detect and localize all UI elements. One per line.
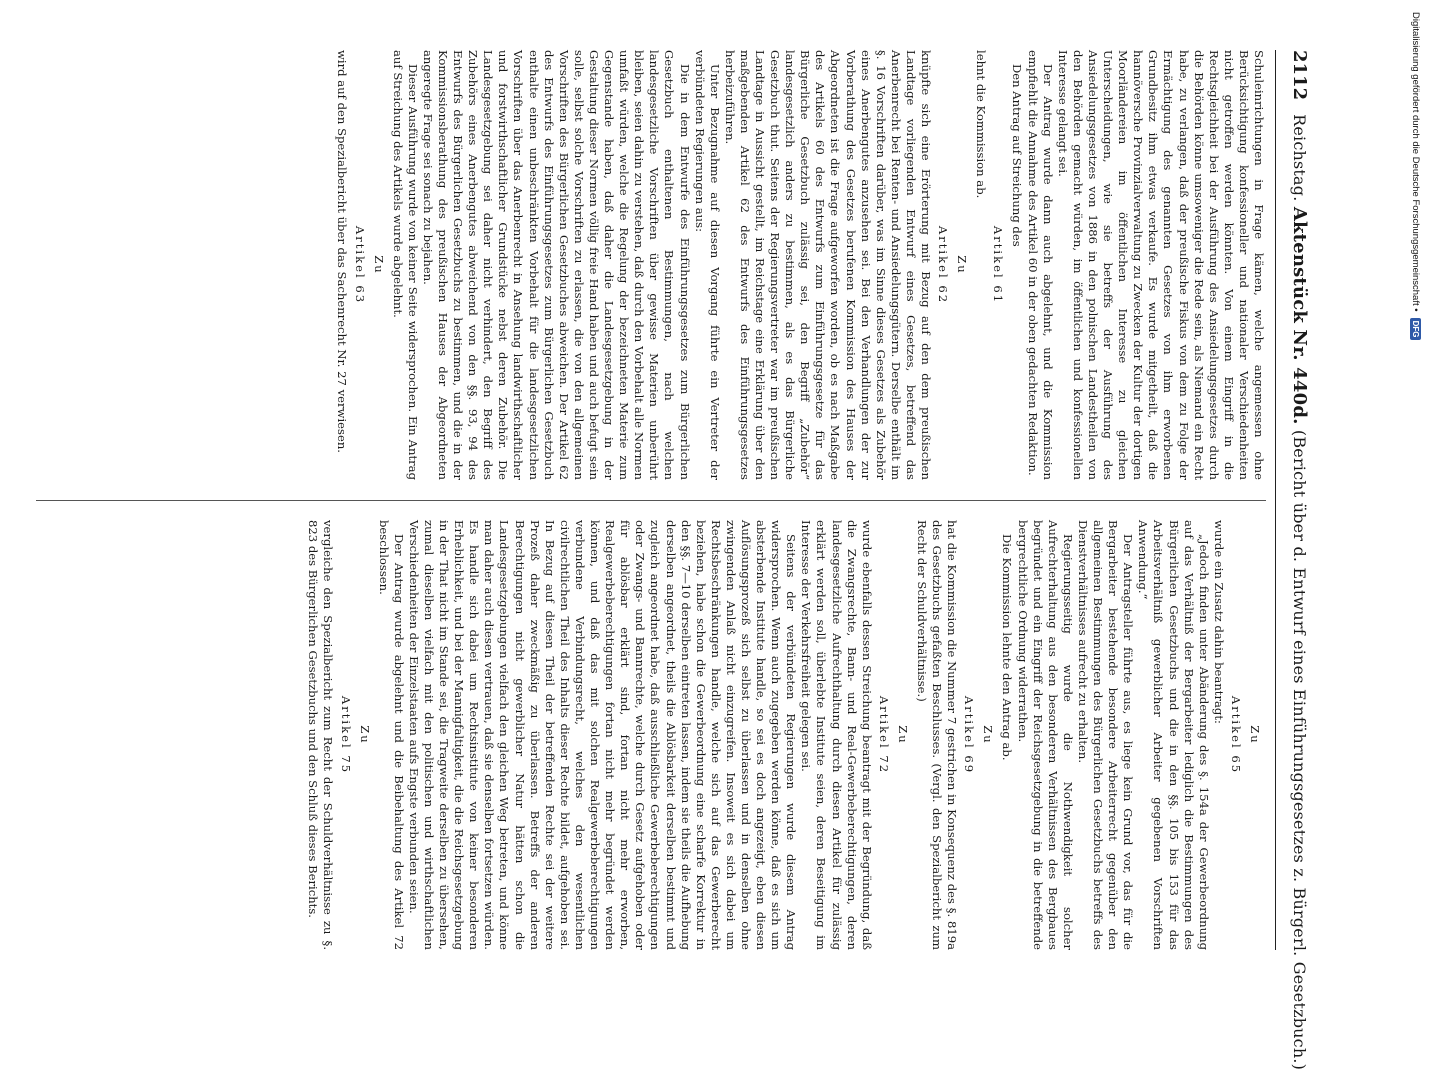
zu-label: Zu bbox=[955, 255, 970, 275]
funding-note-text: Digitalisierung gefördert durch die Deutsche Forschungsgemeinschaft • bbox=[1410, 12, 1422, 312]
zu-label: Zu bbox=[357, 725, 372, 745]
dfg-logo: DFG bbox=[1411, 318, 1422, 341]
paragraph: Seitens der verbündeten Regierungen wurde diesem Antrag widersprochen. Wenn auch zugegeben werden könne, daß es sich um absterbende Institute handle, so sei es doch angezeigt, eben diesen Auflösungsprozeß sich selbst zu überlassen und in denselben ohne zwingenden Anlaß nicht einzugreifen. Insoweit es sich dabei um Rechtsbeschränkungen handle, welche sich auf das Gewerberecht beziehen, habe schon die Gewerbeordnung eine scharfe Korrektur in den §§. 7—10 derselben eintreten lassen, indem sie theils die Aufhebung derselben angeordnet, theils die Ablösbarkeit derselben bestimmt und zugleich angeordnet habe, daß ausschließliche Gewerbeberechtigungen oder Zwangs- und Bannrechte, welche durch Gesetz aufgehoben oder für ablösbar erklärt sind, fortan nicht mehr erworben, Realgewerbeberechtigungen fortan nicht mehr begründet werden können, und daß das mit solchen Realgewerbeberechtigungen verbundene Verbindungsrecht, welches den wesentlichen civilrechtlichen Theil des Inhalts dieser Rechte bildet, aufgehoben sei. In Bezug auf diesen Theil der betreffenden Rechte sei der weitere Prozeß daher zweckmäßig zu überlassen. Betreffs der anderen Berechtigungen nicht gewerblicher Natur hätten schon die Landesgesetzgebungen vielfach den gleichen Weg betreten, und könne man daher auch diesen vertrauen, daß sie denselben fortsetzen würden. Es handle sich dabei um Rechtsinstitute von keiner besonderen Erheblichkeit, und bei der Mannigfaltigkeit, die die Reichsgesetzgebung in der That nicht im Stande sei, die Tragweite derselben zu übersehen, zumal dieselben vielfach mit den politischen und wirthschaftlichen Verschiedenheiten der Einzelstaaten aufs Engste verbunden seien. bbox=[406, 520, 799, 950]
paragraph: Der Antragsteller führte aus, es liege kein Grund vor, das für die Bergarbeiter bestehende besondere Arbeiterrecht gegenüber den allgemeinen Bestimmungen des Bürgerlichen Gesetzbuchs betreffs des Dienstverhältnisses aufrecht zu erhalten. bbox=[1075, 520, 1136, 950]
paragraph: hat die Kommission die Nummer 7 gestrichen in Konsequenz des §. 819a des Gesetzbuchs gefaßten Beschlusses. (Vergl. den Spezialbericht zum Recht der Schuldverhältnisse.) bbox=[915, 520, 960, 950]
paragraph: Die in dem Entwurfe des Einführungsgesetzes zum Bürgerlichen Gesetzbuch enthaltenen Bestimmungen, nach welchen landesgesetzliche Vorschriften über gewisse Materien unberührt bleiben, seien dahin zu verstehen, daß durch den Vorbehalt alle Normen umfaßt würden, welche die Regelung der bezeichneten Materie zum Gegenstande haben, daß daher die Landesgesetzgebung in der Gestaltung dieser Normen völlig freie Hand haben und auch befugt sein solle, selbst solche Vorschriften zu erlassen, die von den allgemeinen Vorschriften des Bürgerlichen Gesetzbuches abweichen. Der Artikel 62 des Entwurfs des Einführungsgesetzes zum Bürgerlichen Gesetzbuch enthalte einen unbeschränkten Vorbehalt für die landesgesetzlichen Vorschriften über das Anerbenrecht in Ansehung landwirthschaftlicher und forstwirthschaftlicher Grundstücke nebst deren Zubehör. Die Landesgesetzgebung sei daher nicht verhindert, den Begriff des Zubehörs eines Anerbengutes abweichend von den §§. 93, 94 des Entwurfs des Bürgerlichen Gesetzbuchs zu bestimmen, und die in der Kommissionsberathung des preußischen Hauses der Abgeordneten angeregte Frage sei sonach zu bejahen. bbox=[420, 50, 692, 480]
paragraph: vergleiche den Spezialbericht zum Recht der Schuldverhältnisse zu §. 823 des Bürgerlichen Gesetzbuchs und den Schluß dieses Berichts. bbox=[306, 520, 336, 950]
article-heading: Artikel 65 bbox=[1228, 695, 1243, 775]
article-heading: Artikel 63 bbox=[352, 225, 367, 305]
quoted-proposal: „Jedoch finden unter Abänderung des §. 154a der Gewerbeordnung auf das Verhältniß der Bergarbeiter lediglich die Bestimmungen des Bürgerlichen Gesetzbuchs und die in den §§. 105 bis 153 für das Arbeitsverhältniß gewerblicher Arbeiter gegebenen Vorschriften Anwendung.“ bbox=[1136, 520, 1211, 950]
zu-label: Zu bbox=[981, 725, 996, 745]
title-part-1: Reichstag. bbox=[1290, 114, 1309, 202]
paragraph: wurde ein Zusatz dahin beantragt: bbox=[1211, 520, 1226, 724]
running-title bbox=[1289, 114, 1310, 1070]
paragraph: Der Antrag wurde dann auch abgelehnt, und die Kommission empfiehlt die Annahme des Artikel 60 in der oben gedachten Redaktion. bbox=[1025, 50, 1055, 480]
paragraph: Regierungsseitig wurde die Nothwendigkeit solcher Aufrechterhaltung aus den besonderen Verhältnissen des Bergbaues begründet und ein Eingriff der Reichsgesetzgebung in die betreffende bergrechtliche Ordnung widerrathen. bbox=[1015, 520, 1075, 950]
title-part-2: Aktenstück Nr. 440d. bbox=[1289, 206, 1310, 425]
article-heading: Artikel 69 bbox=[962, 695, 977, 775]
right-column bbox=[305, 520, 1266, 950]
document-page bbox=[0, 20, 1340, 1070]
paragraph: wurde ebenfalls dessen Streichung beantragt mit der Begründung, daß die Zwangsrechte, Bann- und Real-Gewerbeberechtigungen, deren landesgesetzliche Aufrechthaltung durch diesen Artikel für zulässig erklärt werden soll, überlebte Institute seien, deren Beseitigung im Interesse der Verkehrsfreiheit gelegen sei. bbox=[799, 520, 874, 950]
paragraph: lehnt die Kommission ab. bbox=[974, 50, 989, 199]
article-heading: Artikel 62 bbox=[936, 225, 951, 305]
zu-label: Zu bbox=[371, 255, 386, 275]
article-heading: Artikel 61 bbox=[991, 225, 1006, 305]
paragraph: wird auf den Spezialbericht über das Sachenrecht Nr. 27 verwiesen. bbox=[335, 50, 350, 453]
zu-label: Zu bbox=[1248, 725, 1262, 745]
paragraph: Den Antrag auf Streichung des bbox=[1010, 64, 1025, 247]
paragraph: Der Antrag wurde abgelehnt und die Beibehaltung des Artikel 72 beschlossen. bbox=[376, 520, 406, 950]
article-heading: Artikel 72 bbox=[876, 695, 891, 775]
funding-note-text-wrap bbox=[1407, 12, 1425, 992]
left-column bbox=[334, 50, 1266, 480]
title-part-3: (Bericht über d. Entwurf eines Einführungsgesetzes z. Bürgerl. Gesetzbuch.) bbox=[1290, 429, 1309, 1070]
paragraph: Dieser Ausführung wurde von keiner Seite widersprochen. Ein Antrag auf Streichung des Artikels wurde abgelehnt. bbox=[390, 50, 420, 480]
column-divider bbox=[36, 500, 1266, 501]
zu-label: Zu bbox=[895, 725, 910, 745]
article-heading: Artikel 75 bbox=[338, 695, 353, 775]
page-number: 2112 bbox=[1289, 50, 1310, 101]
funding-note bbox=[1410, 12, 1428, 992]
page-header bbox=[1275, 50, 1310, 1070]
paragraph: knüpfte sich eine Erörterung mit Bezug auf den dem preußischen Landtage vorliegenden Entwurf eines Gesetzes, betreffend das Anerbenrecht bei Renten- und Ansiedelungsgütern. Derselbe enthält im §. 16 Vorschriften darüber, was im Sinne dieses Gesetzes als Zubehör eines Anerbengutes anzusehen sei. Bei den Verhandlungen der zur Vorberathung des Gesetzes berufenen Kommission des Hauses der Abgeordneten ist die Frage aufgeworfen worden, ob es nach Maßgabe des Artikels 60 des Entwurfs zum Einführungsgesetze für das Bürgerliche Gesetzbuch zulässig sei, den Begriff „Zubehör“ landesgesetzlich anders zu bestimmen, als es das Bürgerliche Gesetzbuch thut. Seitens der Regierungsvertreter war im preußischen Landtage in Aussicht gestellt, im Reichstage eine Erklärung über den maßgebenden Artikel 62 des Entwurfs des Einführungsgesetzes herbeizuführen. bbox=[722, 50, 934, 480]
paragraph: Schuleinrichtungen in Frage kämen, welche angemessen ohne Berücksichtigung konfessioneller und nationaler Verschiedenheiten nicht getroffen werden könnten. Von einem Eingriff in die Rechtsgleichheit bei der Ausführung des Ansiedelungsgesetzes durch die Behörden könne umsoweniger die Rede sein, als Niemand ein Recht habe, zu verlangen, daß der preußische Fiskus von dem zu Folge der Ermächtigung des genannten Gesetzes von ihm erworbenen Grundbesitz ihm etwas verkaufe. Es wurde mitgetheilt, daß die hannöversche Provinzialverwaltung zu Zwecken der Kultur der dortigen Moorländereien im öffentlichen Interesse zu gleichen Unterscheidungen, wie sie betreffs der Ausführung des Ansiedelungsgesetzes von 1886 in den polnischen Landestheilen von den Behörden gemacht würden, im öffentlichen und konfessionellen Interesse gelangt sei. bbox=[1055, 50, 1266, 480]
paragraph: Die Kommission lehnte den Antrag ab. bbox=[1000, 534, 1015, 761]
paragraph: Unter Bezugnahme auf diesen Vorgang führte ein Vertreter der verbündeten Regierungen aus: bbox=[692, 50, 722, 480]
